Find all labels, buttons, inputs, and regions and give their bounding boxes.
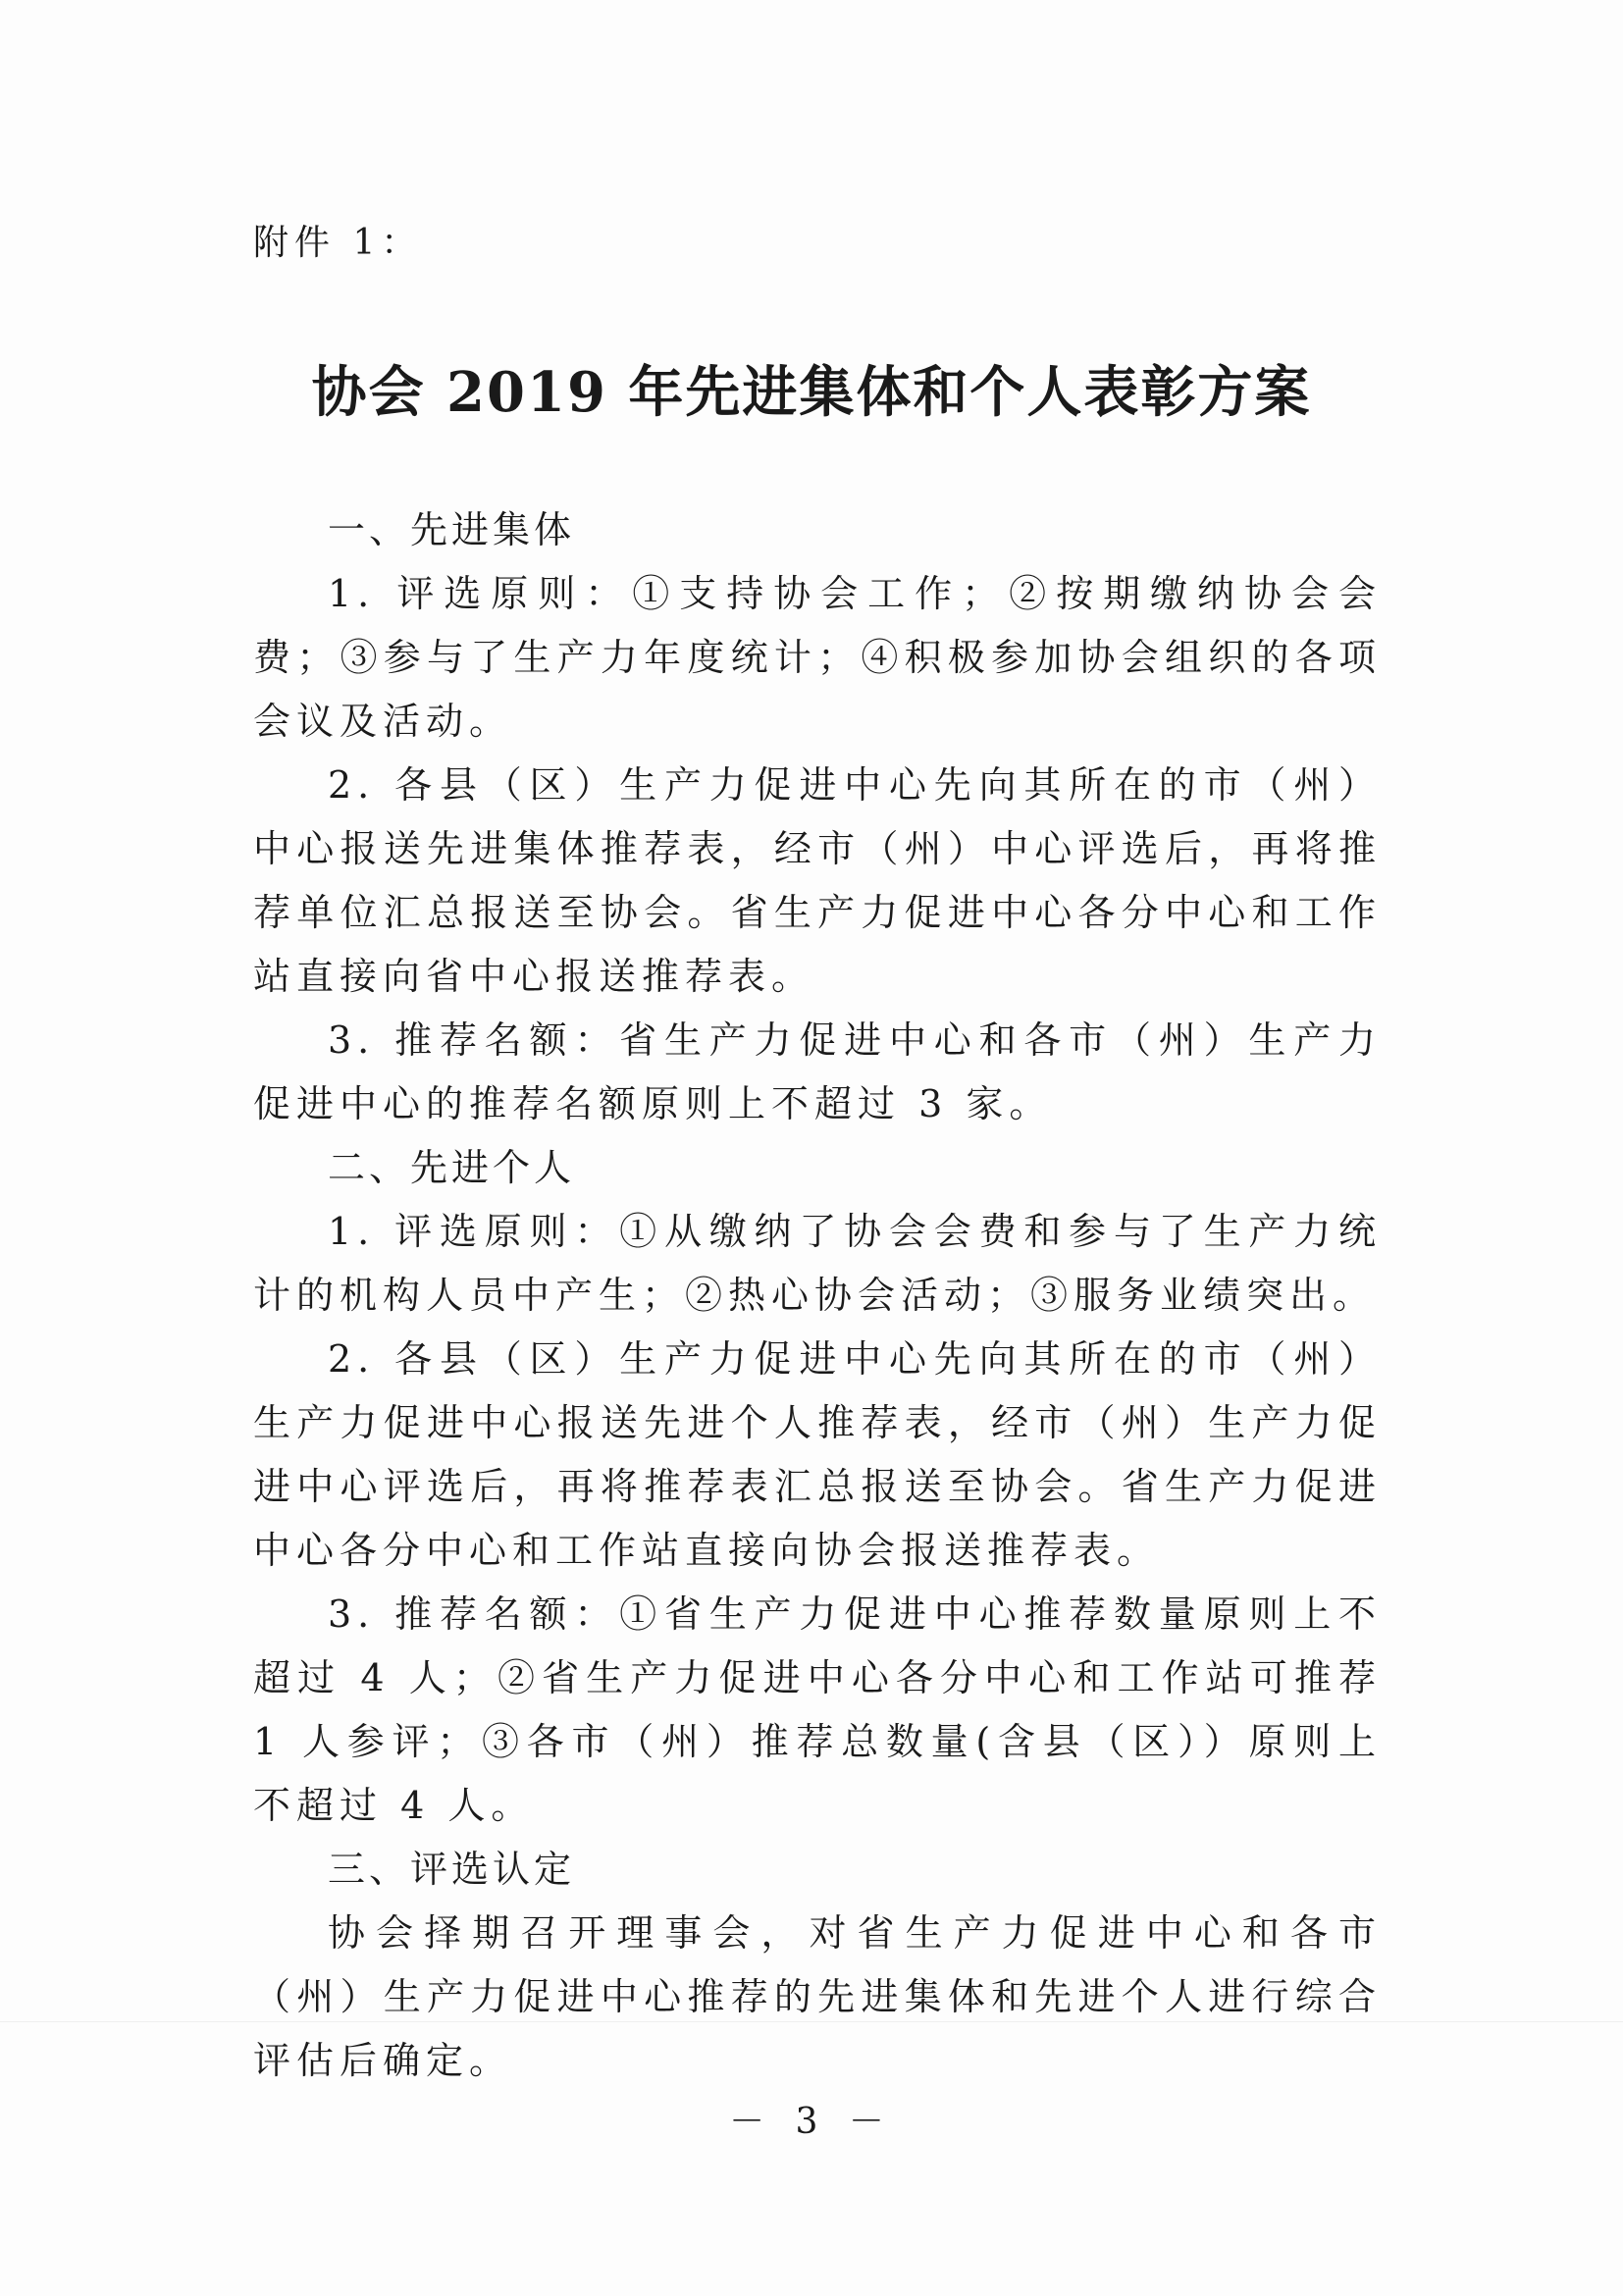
paragraph-collective-criteria: 1. 评选原则：①支持协会工作；②按期缴纳协会会费；③参与了生产力年度统计；④积极参加协会组织的各项会议及活动。: [253, 572, 1382, 743]
paragraph-individual-quota: 3. 推荐名额：①省生产力促进中心推荐数量原则上不超过 4 人；②省生产力促进中心各分中心和工作站可推荐 1 人参评；③各市（州）推荐总数量(含县（区））原则上不超过 4 人。: [253, 1592, 1382, 1827]
document-title: 协会 2019 年先进集体和个人表彰方案: [311, 360, 1312, 425]
section-heading-determination: 三、评选认定: [328, 1848, 576, 1891]
paragraph-determination: 协会择期召开理事会，对省生产力促进中心和各市（州）生产力促进中心推荐的先进集体和先进个人进行综合评估后确定。: [253, 1911, 1382, 2082]
scan-artifact-line: [0, 2021, 1623, 2022]
paragraph-individual-procedure: 2. 各县（区）生产力促进中心先向其所在的市（州）生产力促进中心报送先进个人推荐表，经市（州）生产力促进中心评选后，再将推荐表汇总报送至协会。省生产力促进中心各分中心和工作站直接向协会报送推荐表。: [253, 1337, 1382, 1572]
paragraph-collective-quota: 3. 推荐名额：省生产力促进中心和各市（州）生产力促进中心的推荐名额原则上不超过 3 家。: [253, 1018, 1382, 1125]
section-heading-individual: 二、先进个人: [328, 1146, 576, 1189]
paragraph-collective-procedure: 2. 各县（区）生产力促进中心先向其所在的市（州）中心报送先进集体推荐表，经市（州）中心评选后，再将推荐单位汇总报送至协会。省生产力促进中心各分中心和工作站直接向省中心报送推荐表。: [253, 763, 1382, 998]
attachment-label: 附件 1：: [253, 223, 423, 263]
section-heading-collective: 一、先进集体: [328, 508, 576, 551]
paragraph-individual-criteria: 1. 评选原则：①从缴纳了协会会费和参与了生产力统计的机构人员中产生；②热心协会活动；③服务业绩突出。: [253, 1210, 1382, 1317]
page-number: － 3 －: [729, 2102, 894, 2142]
document-body: [253, 498, 1382, 2093]
